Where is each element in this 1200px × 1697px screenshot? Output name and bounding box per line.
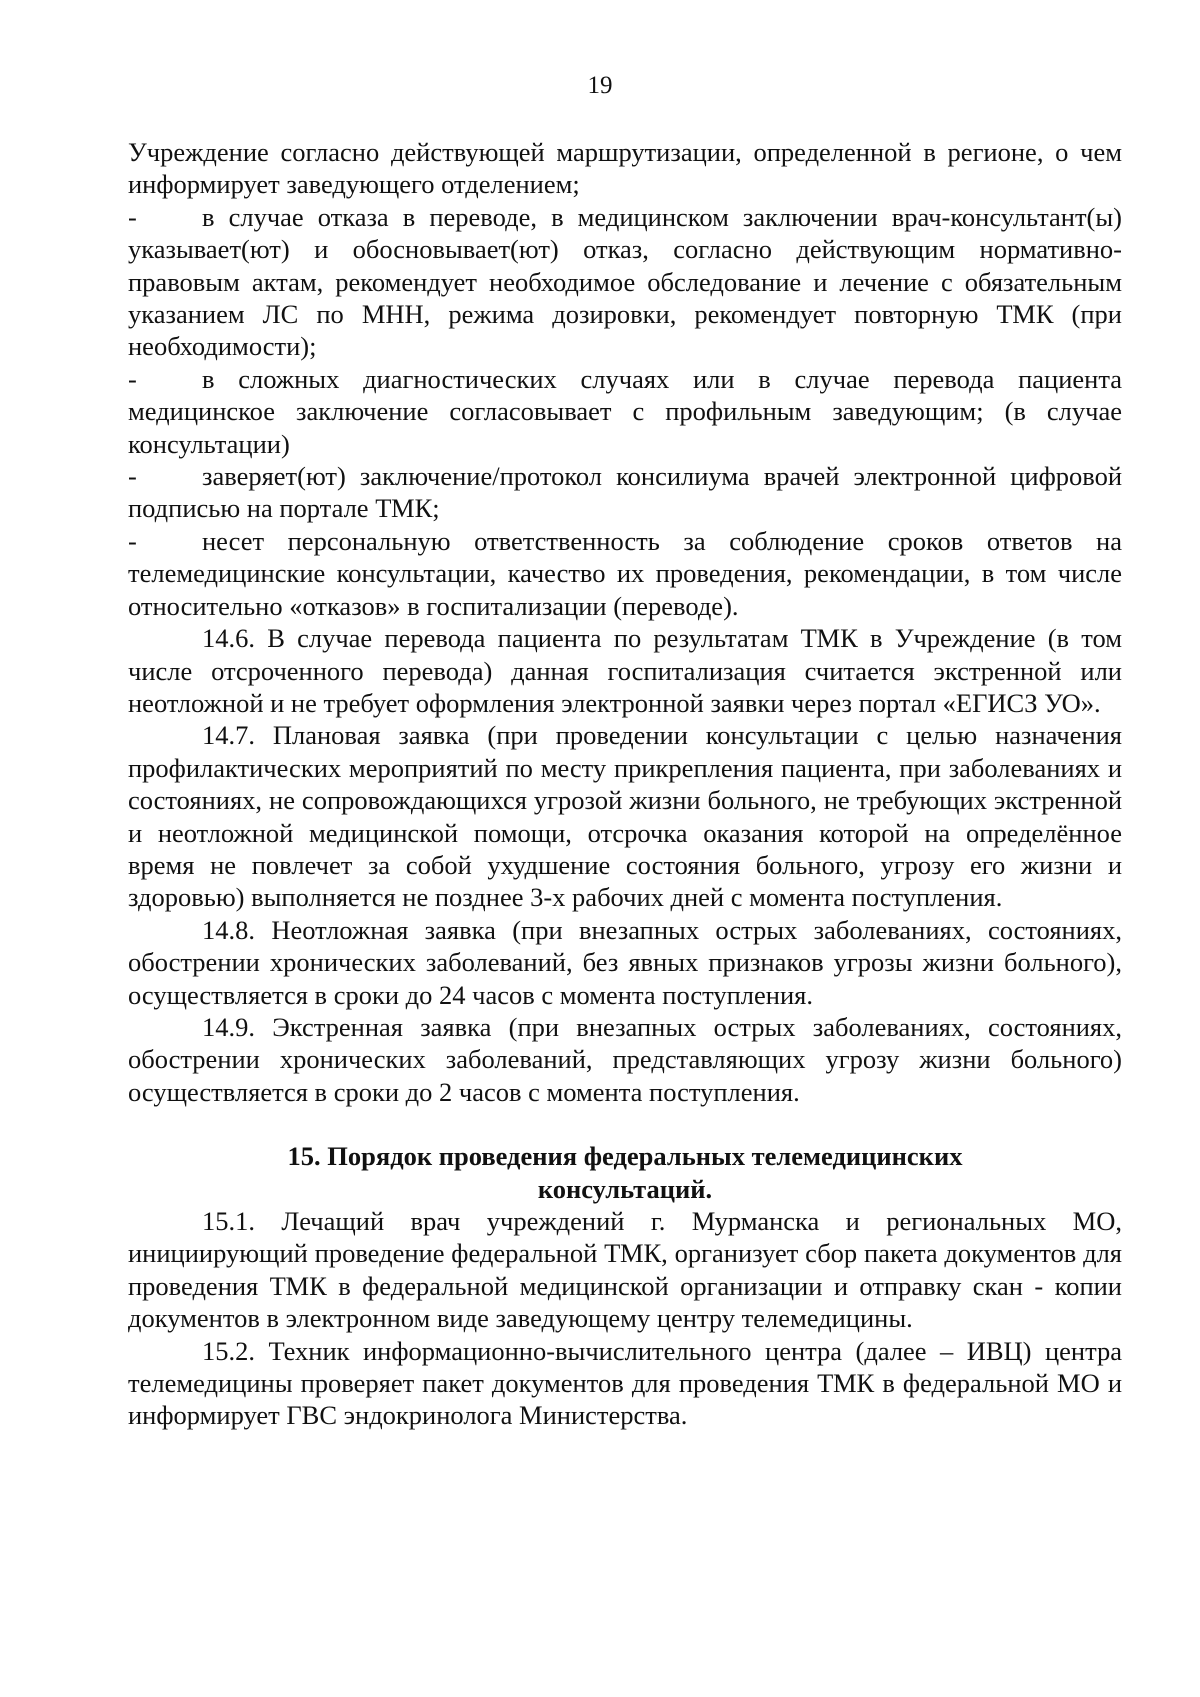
bullet-dash: -	[128, 525, 137, 556]
list-item-text: в сложных диагностических случаях или в случае перевода пациента медицинское заключение согласовывает с профильным заведующим; (в случае консультации)	[128, 363, 1122, 459]
bullet-dash: -	[128, 363, 137, 394]
section-15-title-line1: 15. Порядок проведения федеральных телемедицинских	[287, 1141, 963, 1172]
list-item-text: несет персональную ответственность за соблюдение сроков ответов на телемедицинские консультации, качество их проведения, рекомендации, в том числе относительно «отказов» в госпитализации (переводе).	[128, 525, 1122, 621]
section-15-title-line2: консультаций.	[537, 1173, 713, 1204]
page-number: 19	[587, 72, 613, 99]
list-item-text: заверяет(ют) заключение/протокол консилиума врачей электронной цифровой подписью на портале ТМК;	[128, 461, 1122, 524]
list-item-complex-cases	[128, 363, 1122, 460]
document-body	[128, 136, 1122, 1432]
paragraph-14-7: 14.7. Плановая заявка (при проведении консультации с целью назначения профилактических мероприятий по месту прикрепления пациента, при заболеваниях и состояниях, не сопровождающихся угрозой жизни больного, не требующих экстренной и неотложной медицинской помощи, отсрочка оказания которой на определённое время не повлечет за собой ухудшение состояния больного, угрозу его жизни и здоровью) выполняется не позднее 3-х рабочих дней с момента поступления.	[128, 720, 1122, 913]
bullet-dash: -	[128, 461, 137, 492]
list-item-signature	[128, 460, 1122, 525]
paragraph-15-1: 15.1. Лечащий врач учреждений г. Мурманска и региональных МО, инициирующий проведение федеральной ТМК, организует сбор пакета документов для проведения ТМК в федеральной медицинской организации и отправку скан - копии документов в электронном виде заведующему центру телемедицины.	[128, 1206, 1122, 1334]
paragraph-14-8: 14.8. Неотложная заявка (при внезапных острых заболеваниях, состояниях, обострении хронических заболеваний, без явных признаков угрозы жизни больного), осуществляется в сроки до 24 часов с момента поступления.	[128, 914, 1122, 1010]
paragraph-15-2: 15.2. Техник информационно-вычислительного центра (далее – ИВЦ) центра телемедицины проверяет пакет документов для проведения ТМК в федеральной МО и информирует ГВС эндокринолога Министерства.	[128, 1335, 1122, 1431]
list-item-text: в случае отказа в переводе, в медицинском заключении врач-консультант(ы) указывает(ют) и обосновывает(ют) отказ, согласно действующим нормативно- правовым актам, рекомендует необходимое обследование и лечение с обязательным указанием ЛС по МНН, режима дозировки, рекомендует повторную ТМК (при необходимости);	[128, 201, 1122, 362]
bullet-dash: -	[128, 201, 137, 232]
paragraph-routing-continuation: Учреждение согласно действующей маршрутизации, определенной в регионе, о чем информирует заведующего отделением;	[128, 137, 1122, 200]
list-item-refusal	[128, 201, 1122, 363]
section-15-heading	[128, 1140, 1122, 1205]
paragraph-14-9: 14.9. Экстренная заявка (при внезапных острых заболеваниях, состояниях, обострении хронических заболеваний, представляющих угрозу жизни больного) осуществляется в сроки до 2 часов с момента поступления.	[128, 1011, 1122, 1107]
list-item-responsibility	[128, 525, 1122, 622]
paragraph-14-6: 14.6. В случае перевода пациента по результатам ТМК в Учреждение (в том числе отсроченного перевода) данная госпитализация считается экстренной или неотложной и не требует оформления электронной заявки через портал «ЕГИСЗ УО».	[128, 623, 1122, 718]
